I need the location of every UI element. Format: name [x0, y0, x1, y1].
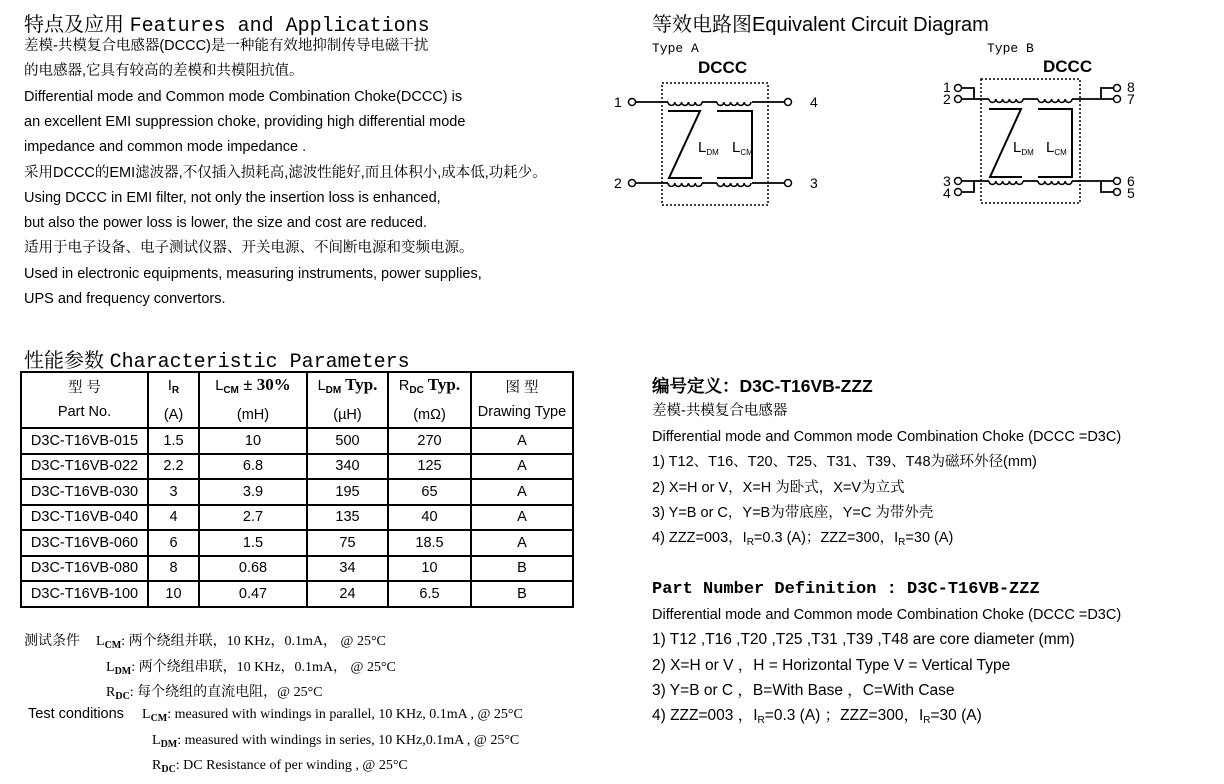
numbering-en-item: [652, 707, 982, 730]
text-label: 8: [1127, 79, 1135, 95]
cell-lcm: 2.7: [199, 505, 307, 531]
inductor-coil-icon: [989, 99, 1023, 102]
text-label: 型 号: [67, 380, 102, 396]
cell-drawing-type: A: [471, 454, 573, 480]
cell-ldm: 195: [307, 479, 388, 505]
cell-part-no: D3C-T16VB-015: [21, 428, 148, 454]
cell-part-no: D3C-T16VB-040: [21, 505, 148, 531]
features-title-en: Features and Applications: [129, 15, 430, 38]
svg-text:LDM: [1013, 139, 1034, 157]
pin-4: 4: [810, 94, 818, 110]
test-condition-dm: [152, 733, 519, 750]
cell-ldm: 24: [307, 581, 388, 607]
cell-part-no: D3C-T16VB-060: [21, 530, 148, 556]
numbering-cn-item: 2) X=H or V，X=H 为卧式，X=V为立式: [652, 480, 905, 496]
table-header-row: [21, 372, 573, 428]
svg-text:LCM: [1046, 139, 1067, 157]
features-line: an excellent EMI suppression choke, providing high differential mode: [24, 113, 466, 130]
cell-lcm: 6.8: [199, 454, 307, 480]
text-label: DM: [114, 665, 132, 677]
text-label: L: [152, 732, 161, 748]
inductor-coil-icon: [1038, 99, 1072, 102]
header-ir: [148, 372, 199, 428]
text-label: 1: [943, 79, 951, 95]
cell-lcm: 0.68: [199, 556, 307, 582]
text-label: L: [317, 378, 326, 394]
features-line: Used in electronic equipments, measuring instruments, power supplies,: [24, 265, 482, 282]
text-label: I: [167, 377, 172, 394]
cell-rdc: 65: [388, 479, 471, 505]
type-b-box: [981, 79, 1080, 203]
features-line: but also the power loss is lower, the size and cost are reduced.: [24, 215, 427, 232]
text-label: 5: [1127, 185, 1135, 201]
numbering-en-item: 1) T12 ,T16 ,T20 ,T25 ,T31 ,T39 ,T48 are core diameter (mm): [652, 631, 1075, 648]
params-title: [24, 344, 410, 374]
text-label: 4) ZZZ=003，I: [652, 530, 747, 546]
text-label: R: [923, 715, 931, 726]
text-label: R: [398, 378, 410, 394]
circuit-title: 等效电路图Equivalent Circuit Diagram: [652, 14, 989, 36]
text-label: =30 (A): [905, 530, 954, 546]
cell-drawing-type: A: [471, 505, 573, 531]
text-label: =30 (A): [930, 707, 982, 724]
cell-rdc: 270: [388, 428, 471, 454]
cell-part-no: D3C-T16VB-100: [21, 581, 148, 607]
test-condition-cm: [96, 630, 386, 651]
text-label: : DC Resistance of per winding , @ 25°C: [175, 758, 408, 773]
cell-ir: 1.5: [148, 428, 199, 454]
text-label: R: [152, 758, 162, 773]
numbering-cn-desc: Differential mode and Common mode Combination Choke (DCCC =D3C): [652, 429, 1122, 445]
table-row: [21, 454, 573, 480]
params-title-cn: 性能参数: [24, 350, 104, 372]
test-condition-dc: [152, 758, 408, 775]
test-label-en: Test conditions: [28, 706, 124, 722]
features-line: 适用于电子设备、电子测试仪器、开关电源、不间断电源和变频电源。: [24, 240, 474, 257]
test-condition-dc: [106, 681, 323, 702]
numbering-cn-item: 1) T12、T16、T20、T25、T31、T39、T48为磁环外径(mm): [652, 454, 1037, 470]
cell-rdc: 40: [388, 505, 471, 531]
text-label: R: [898, 537, 906, 548]
type-a-name: DCCC: [698, 58, 748, 77]
features-line: 的电感器,它具有较高的差模和共模阻抗值。: [24, 63, 304, 80]
pin-2: 2: [614, 175, 622, 191]
text-label: DM: [160, 738, 178, 750]
cell-ldm: 135: [307, 505, 388, 531]
numbering-en-item: 3) Y=B or C ，B=With Base ，C=With Case: [652, 682, 955, 699]
text-label: DM: [1021, 148, 1034, 157]
text-label: : 每个绕组的直流电阻，@ 25°C: [129, 685, 323, 700]
text-label: (mH): [236, 407, 270, 423]
inductor-coil-icon: [717, 183, 751, 186]
inductor-coil-icon: [1038, 181, 1072, 184]
cell-ir: 8: [148, 556, 199, 582]
cell-ldm: 340: [307, 454, 388, 480]
cell-ir: 10: [148, 581, 199, 607]
text-label: 3: [943, 173, 951, 189]
text-label: : measured with windings in series, 10 KHz,0.1mA , @ 25°C: [177, 732, 520, 748]
text-label: 7: [1127, 91, 1135, 107]
text-label: L: [732, 139, 741, 156]
numbering-cn-title: 编号定义：D3C-T16VB-ZZZ: [652, 376, 873, 396]
numbering-en-item: 2) X=H or V ，H = Horizontal Type V = Vertical Type: [652, 657, 1011, 674]
features-line: 采用DCCC的EMI滤波器,不仅插入损耗高,滤波性能好,而且体积小,成本低,功耗少。: [24, 164, 547, 181]
text-label: L: [142, 707, 151, 722]
circuit-type-a: [614, 41, 818, 205]
features-line: Differential mode and Common mode Combination Choke(DCCC) is: [24, 88, 463, 105]
text-label: Drawing Type: [477, 404, 567, 420]
text-label: (mΩ): [413, 407, 446, 423]
header-drawing-type: [471, 372, 573, 428]
table-row: [21, 581, 573, 607]
text-label: R: [757, 715, 765, 726]
features-line: 差模-共模复合电感器(DCCC)是一种能有效地抑制传导电磁干扰: [24, 38, 429, 54]
features-line: impedance and common mode impedance .: [24, 139, 307, 156]
cell-lcm: 10: [199, 428, 307, 454]
text-label: Typ.: [423, 375, 461, 394]
text-label: DC: [161, 764, 176, 775]
type-b-label: Type B: [987, 41, 1034, 56]
text-label: CM: [150, 713, 168, 724]
cell-lcm: 3.9: [199, 479, 307, 505]
text-label: (µH): [333, 407, 362, 423]
cell-rdc: 6.5: [388, 581, 471, 607]
cell-drawing-type: B: [471, 581, 573, 607]
text-label: L: [698, 139, 707, 156]
text-label: CM: [1054, 148, 1067, 157]
cell-ir: 3: [148, 479, 199, 505]
text-label: : measured with windings in parallel, 10 KHz, 0.1mA , @ 25°C: [167, 707, 523, 722]
type-b-name: DCCC: [1043, 57, 1093, 76]
test-label-cn: 测试条件: [24, 632, 80, 648]
text-label: Part No.: [57, 404, 112, 420]
text-label: CM: [223, 385, 239, 396]
text-label: 图 型: [505, 380, 539, 396]
cell-drawing-type: A: [471, 428, 573, 454]
cell-ir: 4: [148, 505, 199, 531]
text-label: 4) ZZZ=003 ，I: [652, 707, 758, 724]
text-label: 4: [943, 185, 951, 201]
cell-ldm: 34: [307, 556, 388, 582]
cell-drawing-type: B: [471, 556, 573, 582]
cell-rdc: 125: [388, 454, 471, 480]
cell-ldm: 75: [307, 530, 388, 556]
cell-lcm: 1.5: [199, 530, 307, 556]
text-label: 6: [1127, 173, 1135, 189]
cell-part-no: D3C-T16VB-022: [21, 454, 148, 480]
cell-rdc: 18.5: [388, 530, 471, 556]
inductor-coil-icon: [668, 183, 702, 186]
numbering-en-title: Part Number Definition : D3C-T16VB-ZZZ: [652, 580, 1040, 599]
text-label: =0.3 (A)；ZZZ=300，I: [753, 530, 899, 546]
features-line: UPS and frequency convertors.: [24, 291, 226, 307]
cell-lcm: 0.47: [199, 581, 307, 607]
text-label: CM: [740, 148, 753, 157]
header-lcm: [199, 372, 307, 428]
svg-text:LCM: [732, 139, 753, 157]
circuit-diagrams: [0, 0, 1224, 230]
text-label: CM: [104, 640, 122, 651]
test-condition-dm: [106, 656, 396, 677]
cell-part-no: D3C-T16VB-080: [21, 556, 148, 582]
numbering-cn-subtitle: 差模-共模复合电感器: [652, 403, 788, 419]
params-title-en: Characteristic Parameters: [109, 351, 410, 374]
numbering-cn-item: [652, 529, 953, 552]
type-a-label: Type A: [652, 41, 699, 56]
text-label: L: [215, 378, 224, 394]
inductor-coil-icon: [717, 102, 751, 105]
text-label: : 两个绕组并联，10 KHz，0.1mA， @ 25°C: [121, 634, 386, 649]
header-part-no: [21, 372, 148, 428]
parameters-table: [20, 371, 574, 608]
numbering-cn-item: 3) Y=B or C，Y=B为带底座，Y=C 为带外壳: [652, 505, 934, 521]
text-label: (A): [163, 406, 184, 423]
table-row: [21, 479, 573, 505]
cell-rdc: 10: [388, 556, 471, 582]
inductor-coil-icon: [668, 102, 702, 105]
cell-part-no: D3C-T16VB-030: [21, 479, 148, 505]
table-row: [21, 556, 573, 582]
features-title-cn: 特点及应用: [24, 14, 124, 36]
test-condition-cm: [142, 707, 523, 724]
cell-drawing-type: A: [471, 530, 573, 556]
text-label: L: [96, 634, 105, 649]
text-label: L: [1013, 139, 1022, 156]
text-label: DC: [409, 385, 424, 396]
pin-3: 3: [810, 175, 818, 191]
inductor-coil-icon: [989, 181, 1023, 184]
table-row: [21, 505, 573, 531]
features-line: Using DCCC in EMI filter, not only the insertion loss is enhanced,: [24, 189, 441, 206]
header-ldm: [307, 372, 388, 428]
cell-ir: 6: [148, 530, 199, 556]
text-label: : 两个绕组串联，10 KHz，0.1mA， @ 25°C: [131, 659, 396, 675]
cell-ldm: 500: [307, 428, 388, 454]
table-row: [21, 428, 573, 454]
header-rdc: [388, 372, 471, 428]
text-label: L: [106, 659, 115, 675]
text-label: DM: [706, 148, 719, 157]
text-label: =0.3 (A) ；ZZZ=300，I: [764, 707, 924, 724]
table-row: [21, 530, 573, 556]
text-label: R: [746, 537, 754, 548]
text-label: 2: [943, 91, 951, 107]
text-label: Typ.: [341, 375, 378, 394]
text-label: R: [171, 384, 180, 396]
text-label: DC: [115, 691, 130, 702]
text-label: ± 30%: [238, 375, 291, 394]
cell-ir: 2.2: [148, 454, 199, 480]
circuit-type-b: [943, 41, 1135, 203]
text-label: L: [1046, 139, 1055, 156]
svg-text:LDM: [698, 139, 719, 157]
cell-drawing-type: A: [471, 479, 573, 505]
pin-1: 1: [614, 94, 622, 110]
type-b-core: [989, 109, 1072, 177]
numbering-en-desc: Differential mode and Common mode Combination Choke (DCCC =D3C): [652, 607, 1122, 623]
text-label: DM: [325, 385, 342, 396]
text-label: R: [106, 685, 116, 700]
